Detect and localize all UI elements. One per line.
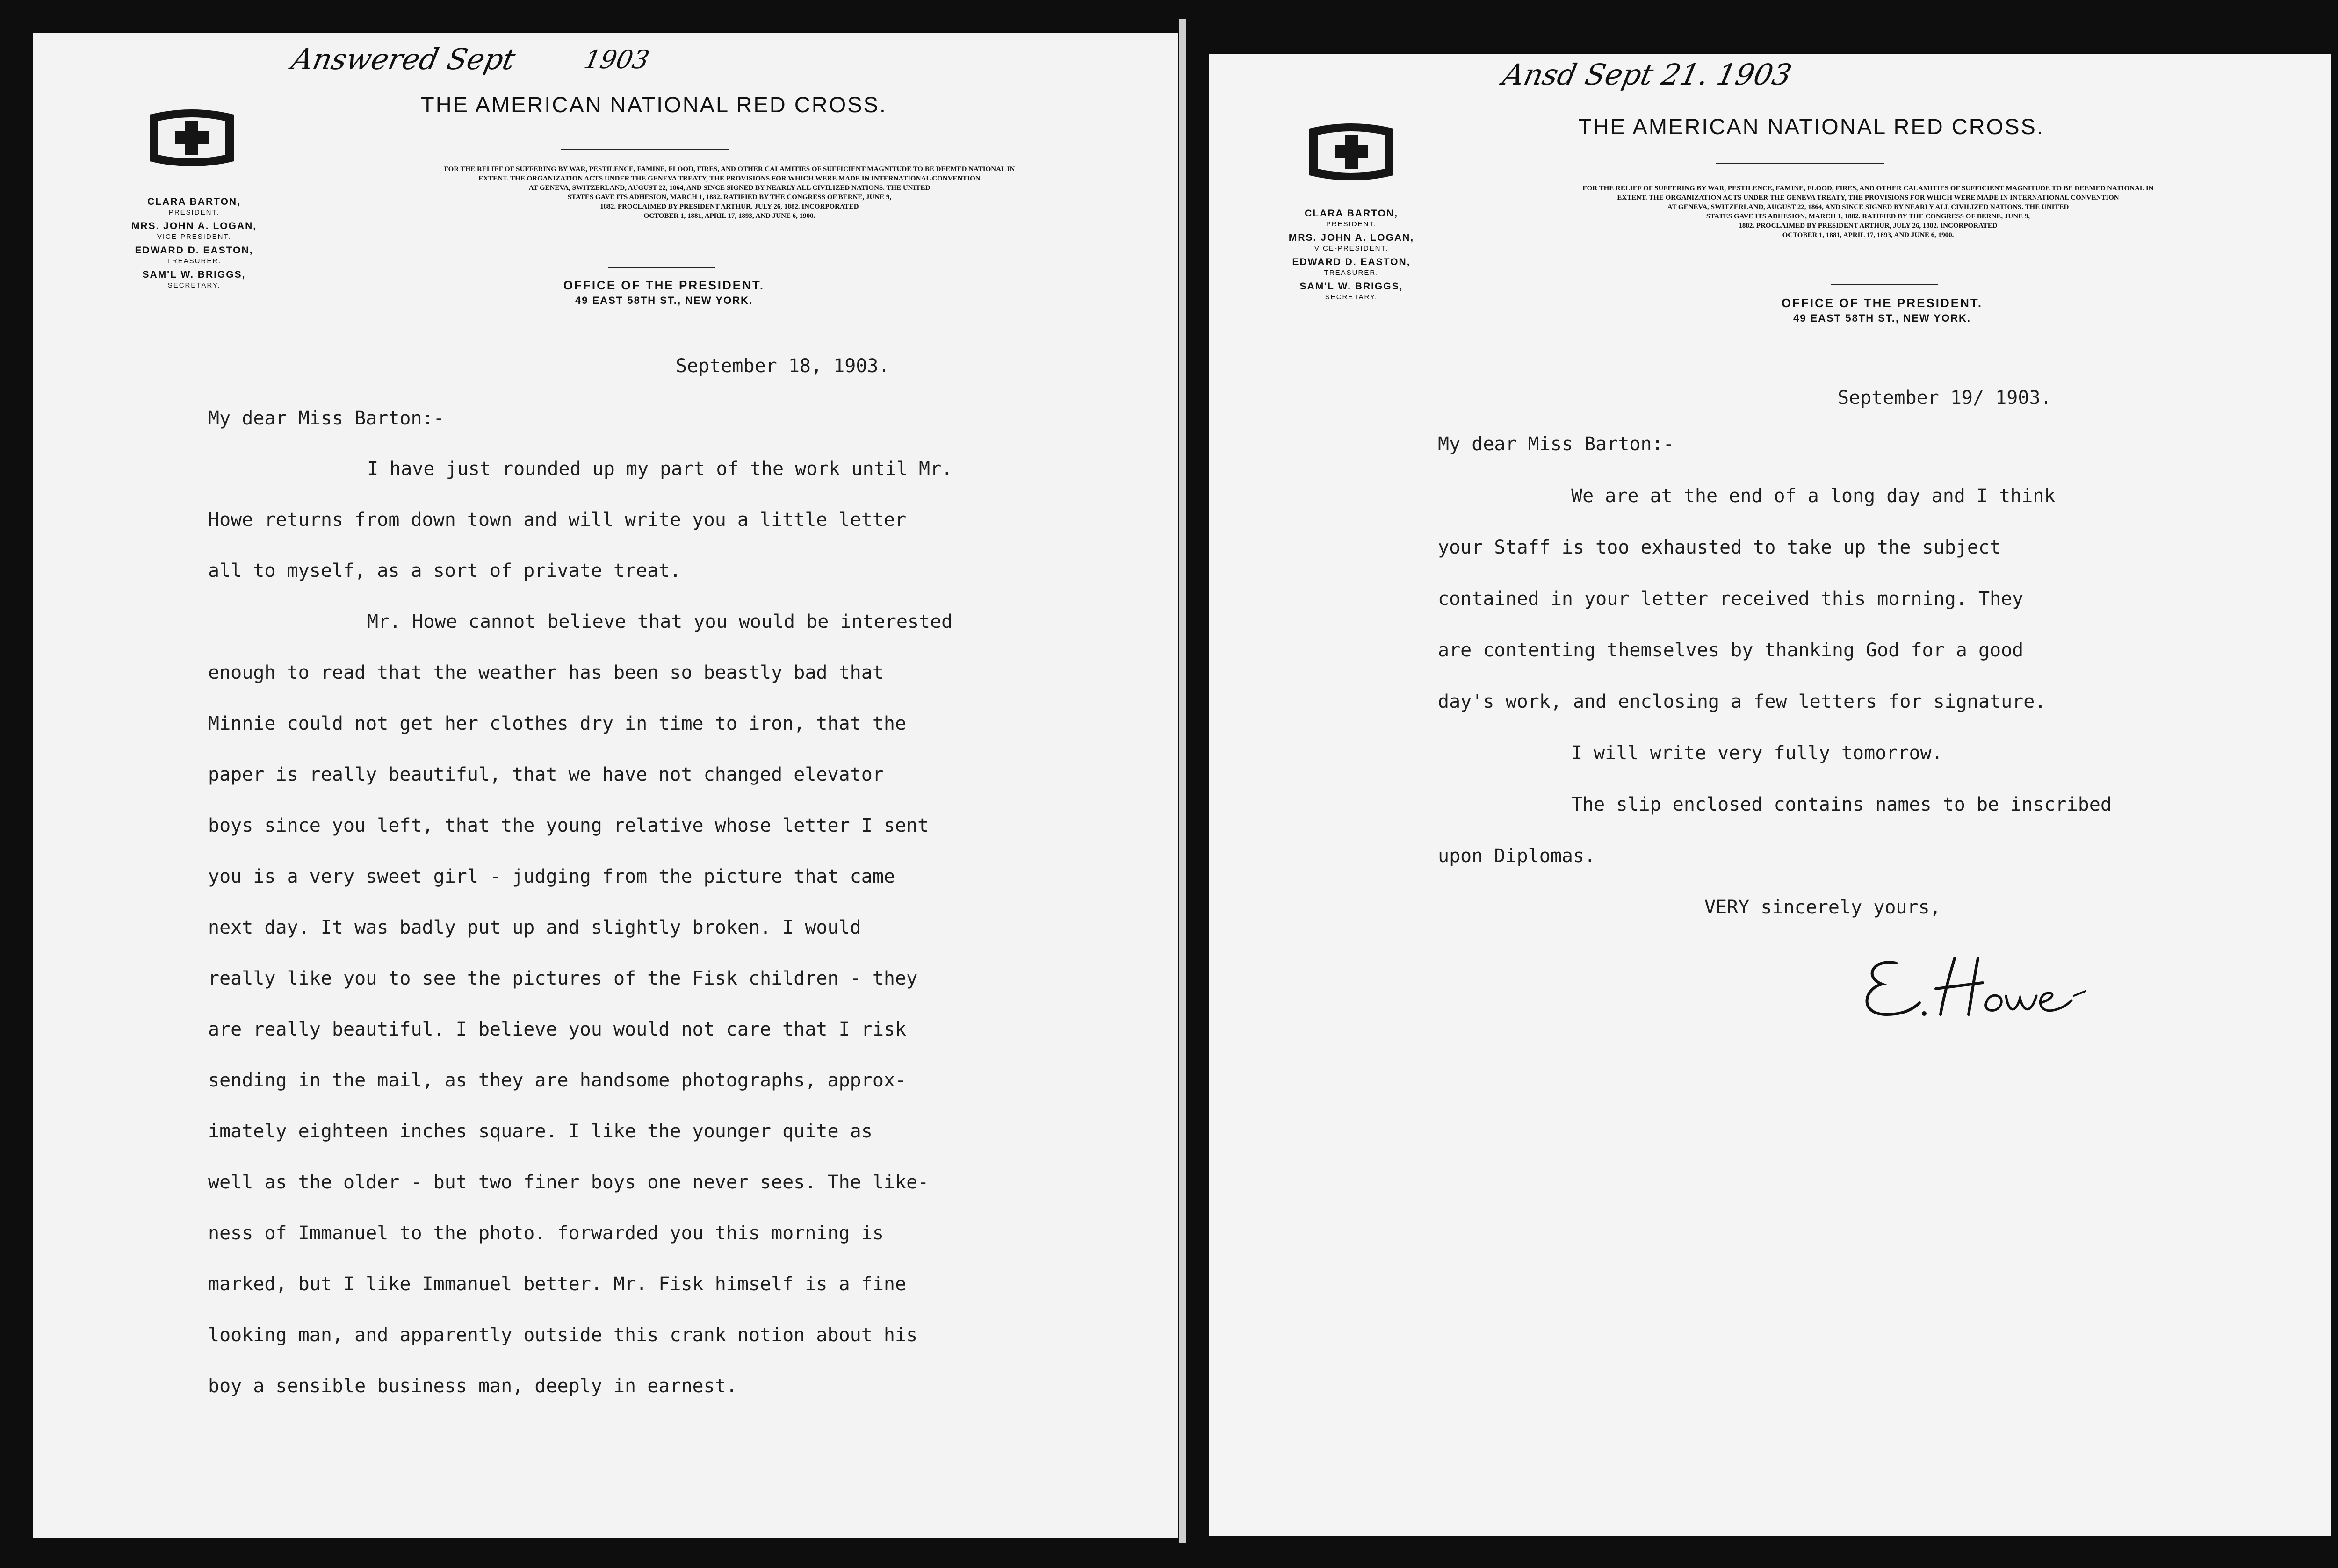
office-address: 49 EAST 58TH ST., NEW YORK. bbox=[1793, 312, 1971, 324]
body-line: I have just rounded up my part of the work until Mr. bbox=[367, 458, 953, 480]
officer-name: MRS. JOHN A. LOGAN, bbox=[1288, 232, 1414, 243]
salutation: My dear Miss Barton:- bbox=[208, 408, 445, 429]
officer-name: SAM'L W. BRIGGS, bbox=[142, 269, 246, 280]
body-line: The slip enclosed contains names to be inscribed bbox=[1571, 794, 2112, 815]
body-line: sending in the mail, as they are handsome photographs, approx- bbox=[208, 1070, 907, 1091]
closing: VERY sincerely yours, bbox=[1704, 897, 1941, 918]
body-line: ness of Immanuel to the photo. forwarded you this morning is bbox=[208, 1223, 884, 1244]
body-line: upon Diplomas. bbox=[1438, 845, 1596, 867]
body-line: I will write very fully tomorrow. bbox=[1571, 742, 1943, 764]
body-line: next day. It was badly put up and slightly broken. I would bbox=[208, 917, 861, 938]
letter-date: September 18, 1903. bbox=[676, 355, 890, 377]
body-line: really like you to see the pictures of the Fisk children - they bbox=[208, 968, 918, 989]
charter-text: FOR THE RELIEF OF SUFFERING BY WAR, PESTILENCE, FAMINE, FLOOD, FIRES, AND OTHER CALAMITIES OF SUFFICIENT MAGNITUDE TO BE DEEMED NATIONAL IN EXTENT. THE ORGANIZATION ACTS UNDER THE GENEVA TREATY, THE PROVISIONS FOR WHICH WERE MADE IN INTERNATIONAL CONVENTION AT GENEVA, SWITZERLAND, AUGUST 22, 1864, AND SINCE SIGNED BY NEARLY ALL CIVILIZED NATIONS. THE UNITED STATES GAVE ITS ADHESION, MARCH 1, 1882. RATIFIED BY THE CONGRESS OF BERNE, JUNE 9, 1882. PROCLAIMED BY PRESIDENT ARTHUR, JULY 26, 1882. INCORPORATED OCTOBER 1, 1881, APRIL 17, 1893, AND JUNE 6, 1900. bbox=[444, 165, 1015, 220]
body-line: Howe returns from down town and will write you a little letter bbox=[208, 509, 907, 531]
officer-role: VICE-PRESIDENT. bbox=[157, 233, 231, 241]
body-line: We are at the end of a long day and I think bbox=[1571, 485, 2056, 507]
officer-role: PRESIDENT. bbox=[168, 209, 220, 216]
body-line: looking man, and apparently outside this crank notion about his bbox=[208, 1324, 918, 1346]
office-rule bbox=[608, 267, 715, 268]
body-line: are really beautiful. I believe you would not care that I risk bbox=[208, 1019, 907, 1040]
body-line: boys since you left, that the young relative whose letter I sent bbox=[208, 815, 929, 836]
officer-role: VICE-PRESIDENT. bbox=[1314, 245, 1389, 252]
officer-role: SECRETARY. bbox=[1325, 293, 1378, 301]
officers-list bbox=[1265, 207, 1438, 304]
body-line: all to myself, as a sort of private treat. bbox=[208, 560, 681, 582]
title-rule bbox=[1716, 163, 1884, 164]
signature bbox=[1854, 944, 2097, 1029]
charter-text: FOR THE RELIEF OF SUFFERING BY WAR, PESTILENCE, FAMINE, FLOOD, FIRES, AND OTHER CALAMITIES OF SUFFICIENT MAGNITUDE TO BE DEEMED NATIONAL IN EXTENT. THE ORGANIZATION ACTS UNDER THE GENEVA TREATY, THE PROVISIONS FOR WHICH WERE MADE IN INTERNATIONAL CONVENTION AT GENEVA, SWITZERLAND, AUGUST 22, 1864, AND SINCE SIGNED BY NEARLY ALL CIVILIZED NATIONS. THE UNITED STATES GAVE ITS ADHESION, MARCH 1, 1882. RATIFIED BY THE CONGRESS OF BERNE, JUNE 9, 1882. PROCLAIMED BY PRESIDENT ARTHUR, JULY 26, 1882. INCORPORATED OCTOBER 1, 1881, APRIL 17, 1893, AND JUNE 6, 1900. bbox=[1582, 185, 2154, 239]
body-line: paper is really beautiful, that we have not changed elevator bbox=[208, 764, 884, 785]
officer-role: PRESIDENT. bbox=[1326, 220, 1377, 228]
answered-annotation: Ansd Sept 21. 1903 bbox=[1500, 58, 1795, 92]
body-line: well as the older - but two finer boys one never sees. The like- bbox=[208, 1172, 929, 1193]
office-address: 49 EAST 58TH ST., NEW YORK. bbox=[575, 295, 753, 306]
answered-annotation: Answered Sept bbox=[289, 42, 519, 76]
office-label: OFFICE OF THE PRESIDENT. bbox=[1781, 296, 1983, 310]
office-label: OFFICE OF THE PRESIDENT. bbox=[563, 278, 765, 292]
officer-name: MRS. JOHN A. LOGAN, bbox=[131, 221, 257, 231]
letter-page-right bbox=[1209, 54, 2331, 1536]
body-line: marked, but I like Immanuel better. Mr. Fisk himself is a fine bbox=[208, 1273, 907, 1295]
officers-list bbox=[108, 195, 281, 293]
salutation: My dear Miss Barton:- bbox=[1438, 433, 1674, 455]
sheet-edge bbox=[1179, 19, 1186, 1543]
title-rule bbox=[561, 149, 729, 150]
office-block bbox=[505, 277, 823, 308]
office-rule bbox=[1831, 284, 1938, 285]
officer-name: CLARA BARTON, bbox=[1305, 208, 1398, 219]
red-cross-logo bbox=[1305, 119, 1398, 185]
answered-annotation-year: 1903 bbox=[581, 45, 652, 74]
body-line: enough to read that the weather has been so beastly bad that bbox=[208, 662, 884, 683]
officer-name: CLARA BARTON, bbox=[147, 196, 241, 207]
officer-role: TREASURER. bbox=[166, 257, 222, 265]
officer-role: SECRETARY. bbox=[167, 281, 221, 289]
body-line: day's work, and enclosing a few letters for signature. bbox=[1438, 691, 2046, 712]
body-line: Minnie could not get her clothes dry in time to iron, that the bbox=[208, 713, 907, 734]
office-block bbox=[1723, 295, 2041, 325]
body-line: imately eighteen inches square. I like the younger quite as bbox=[208, 1121, 873, 1142]
letter-date: September 19/ 1903. bbox=[1838, 387, 2052, 409]
officer-name: EDWARD D. EASTON, bbox=[135, 245, 253, 256]
officer-name: SAM'L W. BRIGGS, bbox=[1299, 281, 1403, 292]
body-line: are contenting themselves by thanking God for a good bbox=[1438, 640, 2024, 661]
officer-name: EDWARD D. EASTON, bbox=[1292, 257, 1411, 267]
letter-page-left bbox=[33, 33, 1178, 1538]
body-line: boy a sensible business man, deeply in earnest. bbox=[208, 1375, 737, 1397]
organization-title: THE AMERICAN NATIONAL RED CROSS. bbox=[421, 92, 887, 117]
body-line: your Staff is too exhausted to take up the subject bbox=[1438, 537, 2001, 558]
body-line: Mr. Howe cannot believe that you would be interested bbox=[367, 611, 953, 633]
red-cross-logo bbox=[145, 105, 238, 171]
officer-role: TREASURER. bbox=[1324, 269, 1379, 277]
organization-title: THE AMERICAN NATIONAL RED CROSS. bbox=[1578, 114, 2044, 139]
body-line: you is a very sweet girl - judging from the picture that came bbox=[208, 866, 895, 887]
body-line: contained in your letter received this morning. They bbox=[1438, 588, 2024, 610]
